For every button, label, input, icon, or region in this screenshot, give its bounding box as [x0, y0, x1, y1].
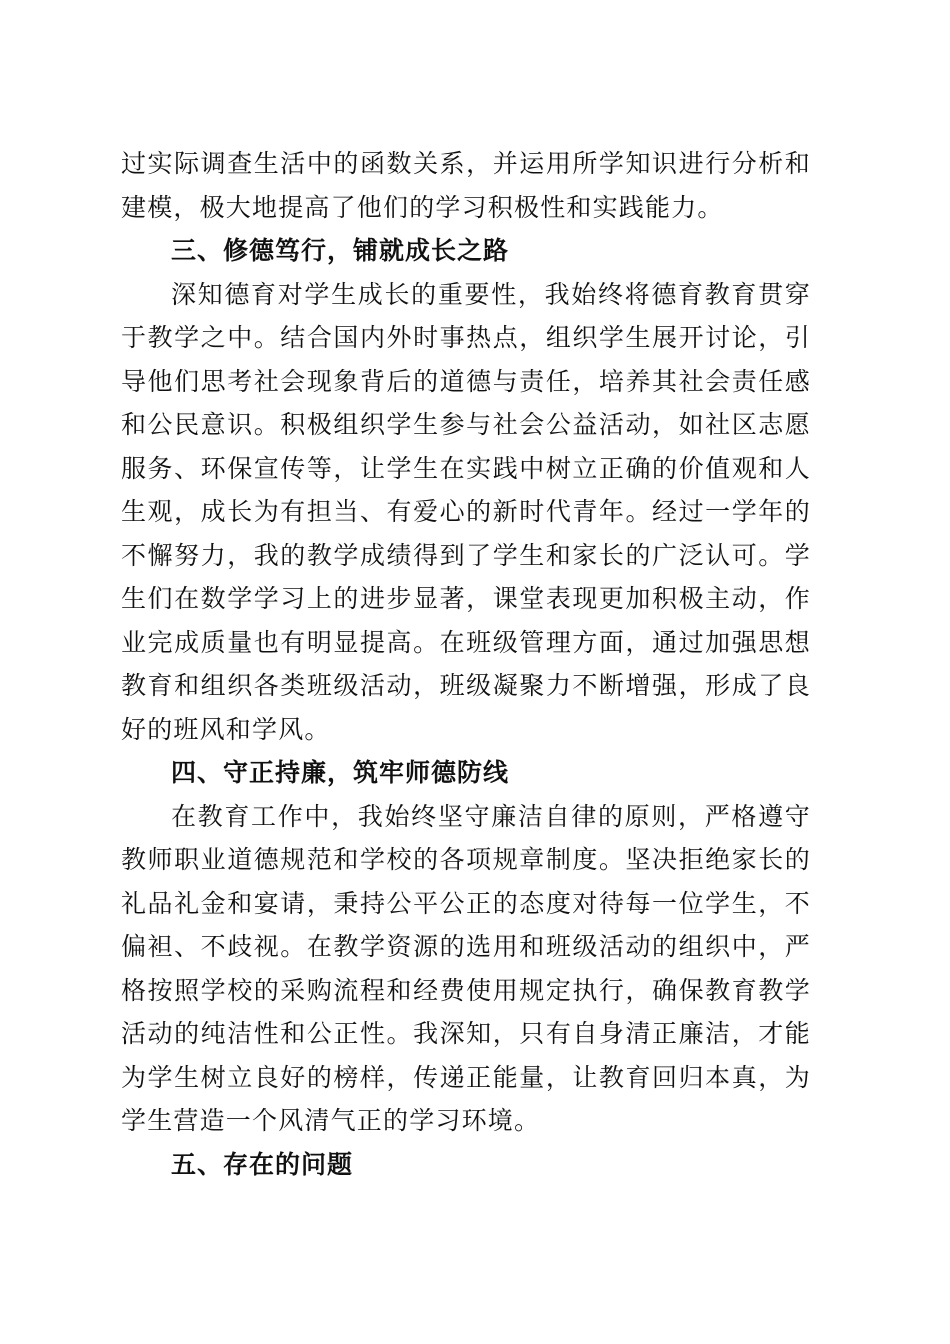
- section-heading-five: 五、存在的问题: [171, 1149, 354, 1179]
- paragraph-integrity: 在教育工作中，我始终坚守廉洁自律的原则，严格遵守教师职业道德规范和学校的各项规章制度。坚决拒绝家长的礼品礼金和宴请，秉持公平公正的态度对待每一位学生，不偏袒、不歧视。在教学资源的选用和班级活动的组织中，严格按照学校的采购流程和经费使用规定执行，确保教育教学活动的纯洁性和公正性。我深知，只有自身清正廉洁，才能为学生树立良好的榜样，传递正能量，让教育回归本真，为学生营造一个风清气正的学习环境。: [121, 801, 811, 1135]
- section-heading-three: 三、修德笃行，铺就成长之路: [171, 236, 510, 265]
- document-body: [121, 142, 811, 1186]
- paragraph-moral-education: 深知德育对学生成长的重要性，我始终将德育教育贯穿于教学之中。结合国内外时事热点，组织学生展开讨论，引导他们思考社会现象背后的道德与责任，培养其社会责任感和公民意识。积极组织学生参与社会公益活动，如社区志愿服务、环保宣传等，让学生在实践中树立正确的价值观和人生观，成长为有担当、有爱心的新时代青年。经过一学年的不懈努力，我的教学成绩得到了学生和家长的广泛认可。学生们在数学学习上的进步显著，课堂表现更加积极主动，作业完成质量也有明显提高。在班级管理方面，通过加强思想教育和组织各类班级活动，班级凝聚力不断增强，形成了良好的班风和学风。: [121, 279, 811, 744]
- paragraph-continued: 过实际调查生活中的函数关系，并运用所学知识进行分析和建模，极大地提高了他们的学习积极性和实践能力。: [121, 149, 811, 222]
- section-heading-four: 四、守正持廉，筑牢师德防线: [171, 758, 510, 787]
